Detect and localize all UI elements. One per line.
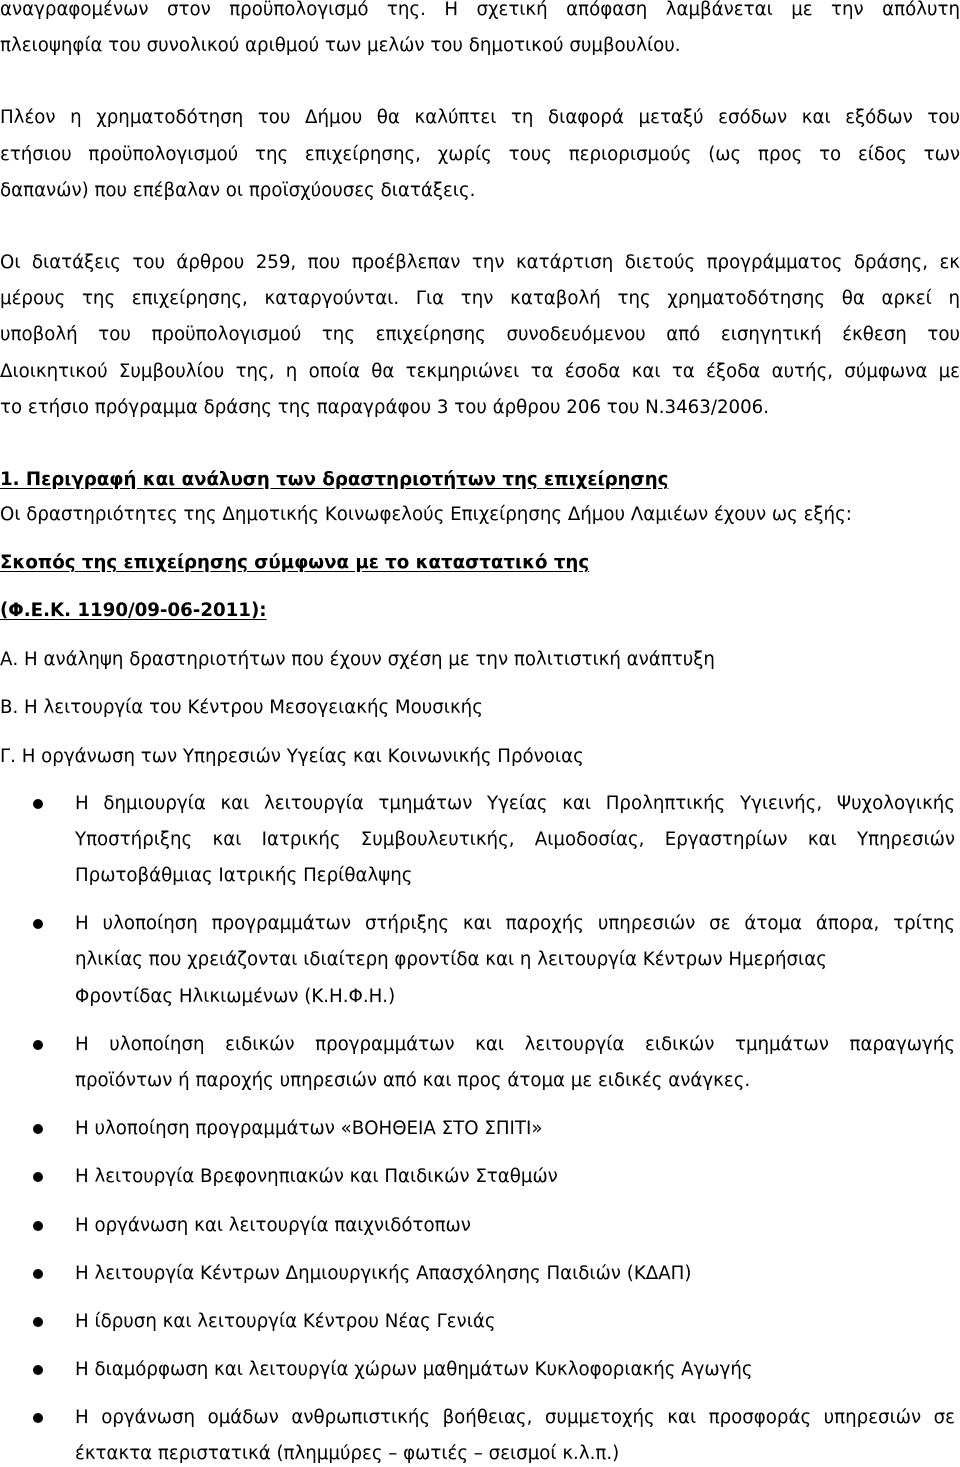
bullet-2-line-2: ηλικίας που χρειάζονται ιδιαίτερη φροντίδα και η λειτουργία Κέντρων Ημερήσιας — [75, 949, 827, 970]
bullet-dot-icon — [33, 1040, 43, 1050]
bullet-6: Η οργάνωση και λειτουργία παιχνιδότοπων — [75, 1215, 471, 1236]
bullet-9: Η διαμόρφωση και λειτουργία χώρων μαθημάτων Κυκλοφοριακής Αγωγής — [75, 1359, 753, 1380]
bullet-4: Η υλοποίηση προγραμμάτων «ΒΟΗΘΕΙΑ ΣΤΟ ΣΠΙΤΙ» — [75, 1118, 543, 1139]
purpose-item-b: Β. Η λειτουργία του Κέντρου Μεσογειακής Μουσικής — [0, 697, 483, 718]
bullet-1-line-3: Πρωτοβάθμιας Ιατρικής Περίθαλψης — [75, 865, 413, 886]
bullet-3-line-1: Η υλοποίηση ειδικών προγραμμάτων και λειτουργία ειδικών τμημάτων παραγωγής — [75, 1034, 955, 1055]
para3-line-2: μέρους της επιχείρησης, καταργούνται. Για την καταβολή της χρηματοδότησης θα αρκεί η — [0, 288, 960, 309]
para3-line-4: Διοικητικού Συμβουλίου της, η οποία θα τεκμηριώνει τα έσοδα και τα έξοδα αυτής, σύμφωνα με — [0, 361, 960, 382]
bullet-dot-icon — [33, 1413, 43, 1423]
para3-line-3: υποβολή του προϋπολογισμού της επιχείρησης συνοδευόμενου από εισηγητική έκθεση του — [0, 324, 960, 345]
para3-line-1: Οι διατάξεις του άρθρου 259, που προέβλεπαν την κατάρτιση διετούς προγράμματος δράσης, εκ — [0, 252, 960, 273]
bullet-dot-icon — [33, 1221, 43, 1231]
section-intro: Οι δραστηριότητες της Δημοτικής Κοινωφελούς Επιχείρησης Δήμου Λαμιέων έχουν ως εξής: — [0, 504, 852, 525]
bullet-1-line-1: Η δημιουργία και λειτουργία τμημάτων Υγείας και Προληπτικής Υγιεινής, Ψυχολογικής — [75, 793, 955, 814]
intro-line-1: αναγραφομένων στον προϋπολογισμό της. Η σχετική απόφαση λαμβάνεται με την απόλυτη — [0, 0, 960, 20]
bullet-2-line-1: Η υλοποίηση προγραμμάτων στήριξης και παροχής υπηρεσιών σε άτομα άπορα, τρίτης — [75, 913, 955, 934]
purpose-item-a: Α. Η ανάληψη δραστηριοτήτων που έχουν σχέση με την πολιτιστική ανάπτυξη — [0, 649, 715, 670]
bullet-3-line-2: προϊόντων ή παροχής υπηρεσιών από και προς άτομα με ειδικές ανάγκες. — [75, 1070, 751, 1091]
bullet-dot-icon — [33, 1317, 43, 1327]
bullet-dot-icon — [33, 919, 43, 929]
bullet-dot-icon — [33, 799, 43, 809]
bullet-dot-icon — [33, 1172, 43, 1182]
para2-line-3: δαπανών) που επέβαλαν οι προϊσχύουσες διατάξεις. — [0, 180, 476, 201]
para3-line-5: το ετήσιο πρόγραμμα δράσης της παραγράφου 3 του άρθρου 206 του Ν.3463/2006. — [0, 397, 770, 418]
bullet-dot-icon — [33, 1124, 43, 1134]
purpose-heading-line-1: Σκοπός της επιχείρησης σύμφωνα με το καταστατικό της — [0, 552, 590, 573]
section-heading: 1. Περιγραφή και ανάλυση των δραστηριοτήτων της επιχείρησης — [0, 469, 669, 490]
para2-line-2: ετήσιου προϋπολογισμού της επιχείρησης, χωρίς τους περιορισμούς (ως προς το είδος των — [0, 144, 960, 165]
bullet-1-line-2: Υποστήριξης και Ιατρικής Συμβουλευτικής, Αιμοδοσίας, Εργαστηρίων και Υπηρεσιών — [75, 829, 955, 850]
bullet-7: Η λειτουργία Κέντρων Δημιουργικής Απασχόλησης Παιδιών (ΚΔΑΠ) — [75, 1263, 692, 1284]
bullet-dot-icon — [33, 1269, 43, 1279]
intro-line-2: πλειοψηφία του συνολικού αριθμού των μελών του δημοτικού συμβουλίου. — [0, 35, 681, 56]
purpose-item-c: Γ. Η οργάνωση των Υπηρεσιών Υγείας και Κοινωνικής Πρόνοιας — [0, 746, 584, 767]
bullet-5: Η λειτουργία Βρεφονηπιακών και Παιδικών Σταθμών — [75, 1166, 558, 1187]
purpose-heading-line-2: (Φ.Ε.Κ. 1190/09-06-2011): — [0, 600, 267, 621]
bullet-2-line-3: Φροντίδας Ηλικιωμένων (Κ.Η.Φ.Η.) — [75, 986, 396, 1007]
para2-line-1: Πλέον η χρηματοδότηση του Δήμου θα καλύπτει τη διαφορά μεταξύ εσόδων και εξόδων του — [0, 107, 960, 128]
bullet-8: Η ίδρυση και λειτουργία Κέντρου Νέας Γενιάς — [75, 1311, 496, 1332]
bullet-dot-icon — [33, 1365, 43, 1375]
bullet-10-line-2: έκτακτα περιστατικά (πλημμύρες – φωτιές – σεισμοί κ.λ.π.) — [75, 1443, 620, 1464]
bullet-10-line-1: Η οργάνωση ομάδων ανθρωπιστικής βοήθειας, συμμετοχής και προσφοράς υπηρεσιών σε — [75, 1407, 955, 1428]
